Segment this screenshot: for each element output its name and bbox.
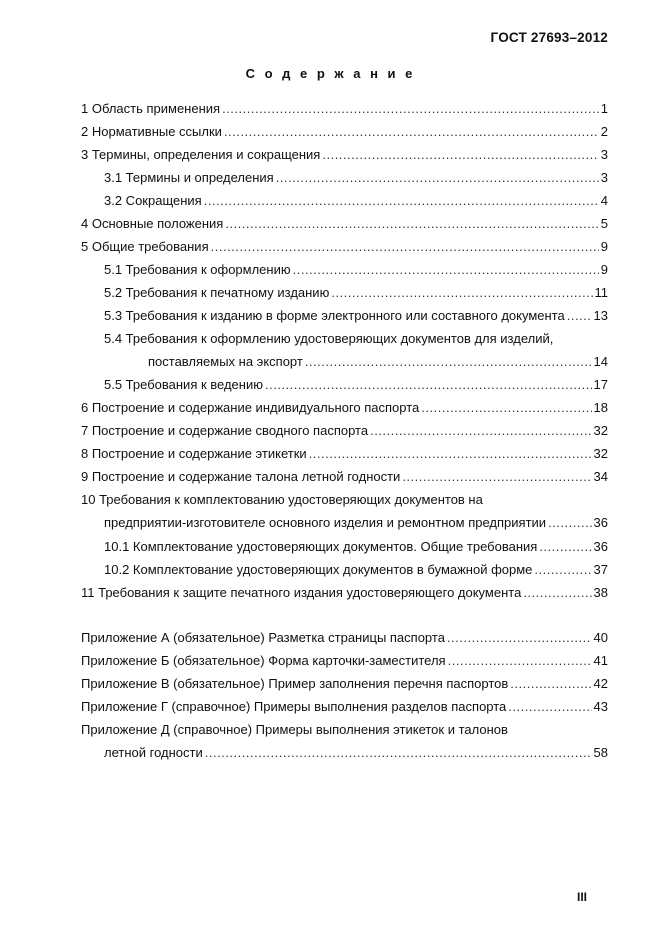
dot-leader — [370, 422, 591, 440]
toc-entry-title: Приложение Г (справочное) Примеры выполнения разделов паспорта — [81, 699, 507, 714]
document-code: ГОСТ 27693–2012 — [490, 30, 608, 45]
toc-entry-page: 9 — [600, 239, 608, 254]
toc-entry-page: 40 — [593, 630, 608, 645]
toc-entry-5-5[interactable] — [104, 376, 608, 394]
toc-entry-title: 4 Основные положения — [81, 216, 224, 231]
toc-entry-5-2[interactable] — [104, 284, 608, 302]
dot-leader — [539, 538, 591, 556]
toc-entry-6[interactable] — [81, 399, 608, 417]
toc-entry-7[interactable] — [81, 422, 608, 440]
dot-leader — [265, 376, 592, 394]
page-number: III — [576, 890, 587, 904]
dot-leader — [534, 561, 591, 579]
toc-entry-10-line1[interactable]: 10 Требования к комплектованию удостоверяющих документов на — [81, 492, 483, 507]
dot-leader — [523, 584, 591, 602]
dot-leader — [305, 353, 592, 371]
dot-leader — [225, 215, 598, 233]
toc-appendix-v[interactable] — [81, 675, 608, 693]
toc-entry-title: предприятии-изготовителе основного изделия и ремонтном предприятии — [104, 515, 547, 530]
toc-entry-title: 5 Общие требования — [81, 239, 209, 254]
toc-entry-page: 32 — [593, 423, 608, 438]
toc-entry-5[interactable] — [81, 238, 608, 256]
toc-entry-page: 36 — [593, 515, 608, 530]
toc-entry-5-3[interactable] — [104, 307, 608, 325]
toc-entry-page: 43 — [593, 699, 608, 714]
dot-leader — [204, 192, 599, 210]
toc-entry-1[interactable] — [81, 100, 608, 118]
toc-entry-title: 11 Требования к защите печатного издания удостоверяющего документа — [81, 585, 522, 600]
toc-entry-page: 58 — [593, 745, 608, 760]
toc-entry-page: 14 — [593, 354, 608, 369]
dot-leader — [508, 698, 591, 716]
toc-entry-page: 3 — [600, 170, 608, 185]
toc-entry-title: 7 Построение и содержание сводного паспорта — [81, 423, 369, 438]
dot-leader — [510, 675, 591, 693]
dot-leader — [211, 238, 599, 256]
toc-entry-title: 5.2 Требования к печатному изданию — [104, 285, 330, 300]
toc-entry-page: 1 — [600, 101, 608, 116]
toc-entry-page: 11 — [594, 285, 608, 300]
dot-leader — [222, 100, 599, 118]
toc-entry-10[interactable] — [104, 514, 608, 532]
toc-entry-page: 3 — [600, 147, 608, 162]
toc-appendix-g[interactable] — [81, 698, 608, 716]
toc-entry-8[interactable] — [81, 445, 608, 463]
toc-entry-title: летной годности — [104, 745, 203, 760]
toc-entry-title: 5.3 Требования к изданию в форме электронного или составного документа — [104, 308, 565, 323]
toc-entry-3-2[interactable] — [104, 192, 608, 210]
toc-entry-page: 38 — [593, 585, 608, 600]
toc-entry-page: 32 — [593, 446, 608, 461]
toc-appendix-d[interactable] — [104, 744, 608, 762]
dot-leader — [447, 629, 592, 647]
toc-entry-page: 18 — [593, 400, 608, 415]
toc-entry-5-1[interactable] — [104, 261, 608, 279]
toc-entry-page: 2 — [600, 124, 608, 139]
toc-entry-3-1[interactable] — [104, 169, 608, 187]
toc-entry-page: 5 — [600, 216, 608, 231]
toc-entry-title: 3 Термины, определения и сокращения — [81, 147, 321, 162]
toc-entry-title: Приложение А (обязательное) Разметка страницы паспорта — [81, 630, 445, 645]
dot-leader — [421, 399, 591, 417]
toc-entry-title: 6 Построение и содержание индивидуального паспорта — [81, 400, 420, 415]
toc-entry-title: поставляемых на экспорт — [148, 354, 303, 369]
toc-entry-title: 5.5 Требования к ведению — [104, 377, 263, 392]
toc-entry-9[interactable] — [81, 468, 608, 486]
toc-entry-10-1[interactable] — [104, 538, 608, 556]
dot-leader — [448, 652, 592, 670]
toc-entry-title: 3.1 Термины и определения — [104, 170, 274, 185]
toc-entry-5-4-line1[interactable]: 5.4 Требования к оформлению удостоверяющих документов для изделий, — [104, 331, 554, 346]
dot-leader — [567, 307, 592, 325]
toc-entry-page: 42 — [593, 676, 608, 691]
dot-leader — [224, 123, 599, 141]
toc-entry-title: 3.2 Сокращения — [104, 193, 202, 208]
toc-entry-title: 10.1 Комплектование удостоверяющих документов. Общие требования — [104, 539, 538, 554]
toc-entry-page: 9 — [600, 262, 608, 277]
dot-leader — [309, 445, 592, 463]
toc-entry-title: Приложение В (обязательное) Пример заполнения перечня паспортов — [81, 676, 509, 691]
toc-entry-page: 37 — [593, 562, 608, 577]
toc-entry-page: 34 — [593, 469, 608, 484]
toc-appendix-b[interactable] — [81, 652, 608, 670]
toc-entry-2[interactable] — [81, 123, 608, 141]
toc-appendix-a[interactable] — [81, 629, 608, 647]
toc-entry-title: 8 Построение и содержание этикетки — [81, 446, 307, 461]
toc-entry-4[interactable] — [81, 215, 608, 233]
dot-leader — [548, 514, 591, 532]
toc-heading: С о д е р ж а н и е — [245, 66, 416, 81]
toc-appendix-d-line1[interactable]: Приложение Д (справочное) Примеры выполнения этикеток и талонов — [81, 722, 508, 737]
toc-entry-title: 1 Область применения — [81, 101, 221, 116]
toc-entry-page: 17 — [593, 377, 608, 392]
toc-entry-11[interactable] — [81, 584, 608, 602]
toc-entry-5-4[interactable] — [148, 353, 608, 371]
dot-leader — [293, 261, 599, 279]
toc-entry-page: 41 — [593, 653, 608, 668]
toc-entry-3[interactable] — [81, 146, 608, 164]
toc-entry-title: 9 Построение и содержание талона летной годности — [81, 469, 401, 484]
toc-entry-page: 36 — [593, 539, 608, 554]
toc-entry-title: 10.2 Комплектование удостоверяющих документов в бумажной форме — [104, 562, 533, 577]
dot-leader — [402, 468, 591, 486]
dot-leader — [276, 169, 599, 187]
dot-leader — [322, 146, 598, 164]
dot-leader — [331, 284, 592, 302]
toc-entry-title: 2 Нормативные ссылки — [81, 124, 222, 139]
toc-entry-title: Приложение Б (обязательное) Форма карточки-заместителя — [81, 653, 446, 668]
toc-entry-title: 5.1 Требования к оформлению — [104, 262, 291, 277]
toc-entry-page: 4 — [600, 193, 608, 208]
toc-entry-page: 13 — [593, 308, 608, 323]
dot-leader — [205, 744, 592, 762]
toc-entry-10-2[interactable] — [104, 561, 608, 579]
